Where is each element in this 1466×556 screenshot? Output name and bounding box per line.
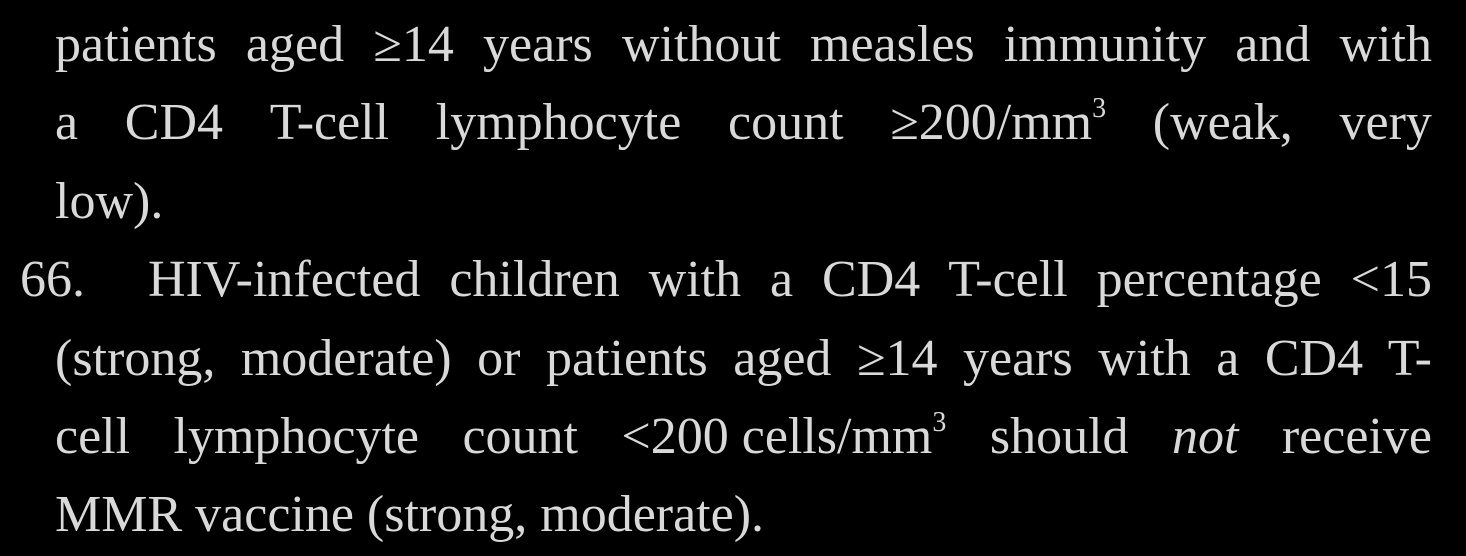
word: lymphocyte bbox=[173, 408, 420, 465]
word: count bbox=[462, 408, 578, 465]
word: a bbox=[55, 94, 79, 151]
word: very bbox=[1339, 94, 1432, 151]
prev-item-line-3-text: low). bbox=[55, 173, 164, 230]
cd4-count-limit: <200 cells/$mm^3$ bbox=[621, 406, 947, 465]
item-66-line-3 bbox=[55, 398, 1432, 476]
word: (weak, bbox=[1152, 94, 1293, 151]
prev-item-line-3 bbox=[55, 163, 163, 241]
word: cell bbox=[55, 408, 131, 465]
item-66-line-1 bbox=[0, 241, 1466, 319]
word: should bbox=[989, 408, 1129, 465]
emphasis-not: not bbox=[1171, 408, 1239, 465]
word: CD4 bbox=[124, 94, 224, 151]
item-66-line-2 bbox=[55, 320, 1432, 398]
prev-item-line-2 bbox=[55, 84, 1432, 162]
item-66-line-4 bbox=[55, 476, 764, 554]
item-66-line-2-text: (strong, moderate) or patients aged ≥14 years with a CD4 T- bbox=[55, 330, 1432, 387]
item-66-line-4-text: MMR vaccine (strong, moderate). bbox=[55, 486, 765, 543]
prev-item-line-1 bbox=[55, 6, 1432, 84]
word: T-cell bbox=[269, 94, 390, 151]
superscript: 3 bbox=[1092, 92, 1107, 124]
word: lymphocyte bbox=[435, 94, 682, 151]
word: receive bbox=[1281, 408, 1432, 465]
cd4-count-threshold: $\ge 200/mm^3$ bbox=[890, 92, 1107, 151]
item-66-line-1-text: HIV-infected children with a CD4 T-cell percentage <15 bbox=[148, 251, 1432, 308]
prev-item-line-1-text: patients aged ≥14 years without measles immunity and with bbox=[55, 16, 1432, 73]
word: count bbox=[727, 94, 844, 151]
item-number: 66. bbox=[20, 251, 85, 308]
superscript: 3 bbox=[932, 406, 947, 438]
